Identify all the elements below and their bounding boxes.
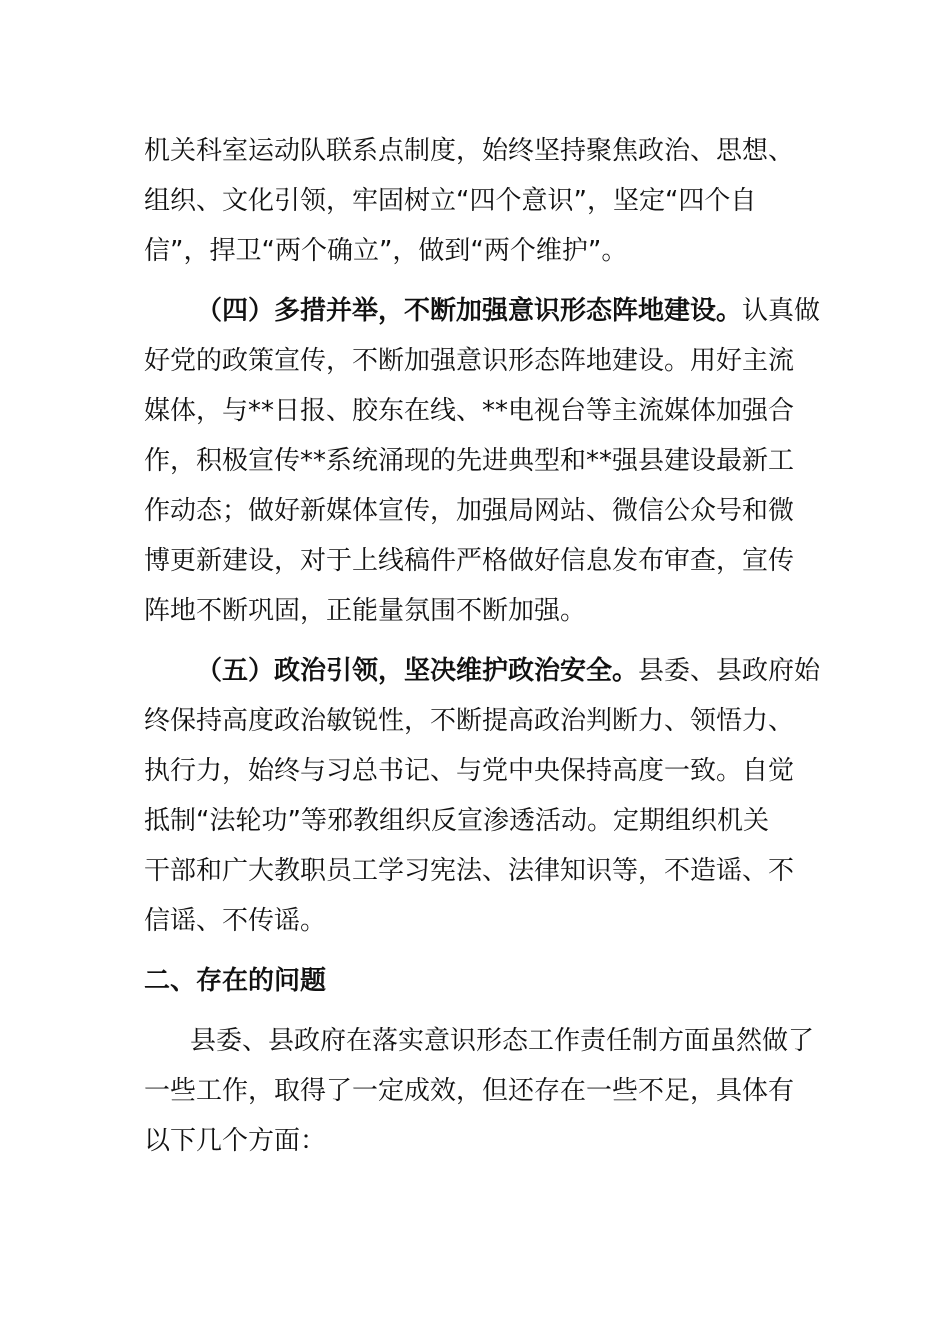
paragraph-1 bbox=[144, 126, 808, 276]
text-line: 以下几个方面： bbox=[144, 1126, 327, 1156]
text-line: 作，积极宣传**系统涌现的先进典型和**强县建设最新工 bbox=[144, 446, 795, 476]
text-line: 县委、县政府在落实意识形态工作责任制方面虽然做了 bbox=[190, 1026, 815, 1056]
section-heading: 二、存在的问题 bbox=[144, 966, 327, 996]
text-line: 博更新建设，对于上线稿件严格做好信息发布审查，宣传 bbox=[144, 546, 795, 576]
text-line: 阵地不断巩固，正能量氛围不断加强。 bbox=[144, 596, 587, 626]
document-body bbox=[144, 126, 821, 1166]
paragraph-text: 认真做 bbox=[742, 296, 821, 326]
text-line: 终保持高度政治敏锐性，不断提高政治判断力、领悟力、 bbox=[144, 706, 795, 736]
text-line: 信”，捍卫“两个确立”，做到“两个维护”。 bbox=[144, 236, 628, 266]
paragraph-text: 县委、县政府始 bbox=[638, 656, 821, 686]
text-line: 抵制“法轮功”等邪教组织反宣渗透活动。定期组织机关 bbox=[144, 806, 769, 836]
text-line bbox=[144, 646, 821, 696]
text-line: 媒体，与**日报、胶东在线、**电视台等主流媒体加强合 bbox=[144, 396, 795, 426]
text-line: 信谣、不传谣。 bbox=[144, 906, 327, 936]
text-line: 机关科室运动队联系点制度，始终坚持聚焦政治、思想、 bbox=[144, 136, 795, 166]
paragraph-2 bbox=[144, 286, 821, 636]
paragraph-heading: （五）政治引领，坚决维护政治安全。 bbox=[196, 656, 639, 686]
paragraph-heading: （四）多措并举，不断加强意识形态阵地建设。 bbox=[196, 296, 743, 326]
text-line: 执行力，始终与习总书记、与党中央保持高度一致。自觉 bbox=[144, 756, 795, 786]
text-line: 干部和广大教职员工学习宪法、法律知识等，不造谣、不 bbox=[144, 856, 795, 886]
text-line: 好党的政策宣传，不断加强意识形态阵地建设。用好主流 bbox=[144, 346, 795, 376]
paragraph-3 bbox=[144, 646, 821, 946]
text-line: 组织、文化引领，牢固树立“四个意识”，坚定“四个自 bbox=[144, 186, 757, 216]
text-line bbox=[144, 286, 821, 336]
paragraph-4 bbox=[144, 1016, 815, 1166]
text-line: 作动态；做好新媒体宣传，加强局网站、微信公众号和微 bbox=[144, 496, 795, 526]
text-line: 一些工作，取得了一定成效，但还存在一些不足，具体有 bbox=[144, 1076, 795, 1106]
